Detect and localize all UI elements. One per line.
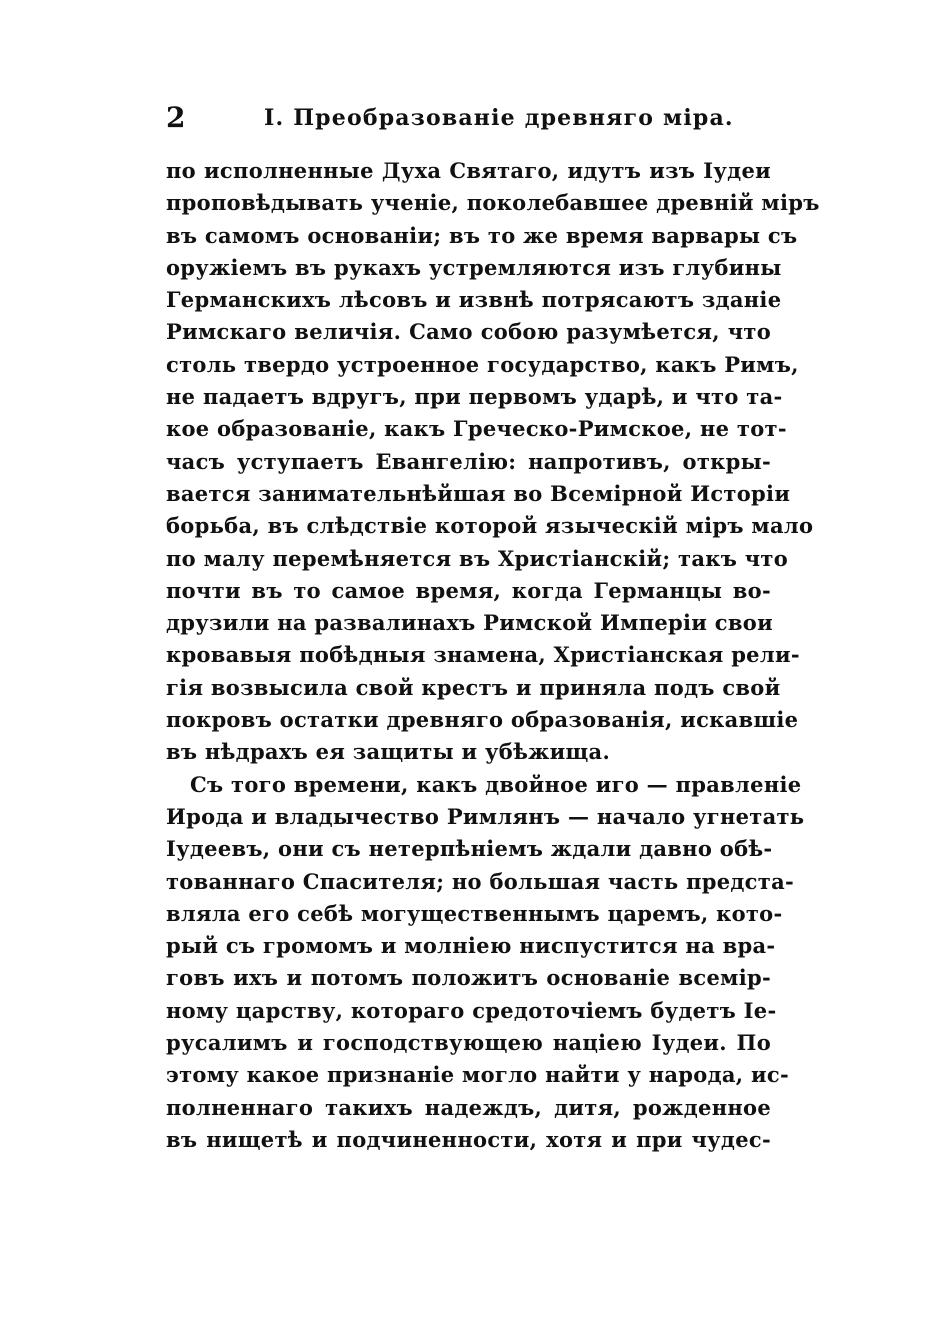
- text-line: полненнаго такихъ надеждъ, дитя, рожденное: [166, 1094, 771, 1120]
- text-line: говъ ихъ и потомъ положитъ основаніе всемір-: [166, 965, 771, 991]
- text-line: борьба, въ слѣдствіе которой языческій міръ мало: [166, 513, 814, 539]
- text-line: друзили на развалинахъ Римской Имперіи свои: [166, 610, 773, 636]
- paragraph-2: [166, 769, 805, 1157]
- text-line: Римскаго величія. Само собою разумѣется, что: [166, 319, 771, 345]
- text-line: вляла его себѣ могущественнымъ царемъ, кото-: [166, 900, 783, 926]
- text-line: почти въ то самое время, когда Германцы во-: [166, 577, 771, 603]
- text-line: Іудеевъ, они съ нетерпѣніемъ ждали давно обѣ-: [166, 836, 773, 862]
- text-line: вается занимательнѣйшая во Всемірной Исторіи: [166, 480, 791, 506]
- running-title: I. Преобразованіе древняго міра.: [264, 105, 734, 131]
- text-line: проповѣдывать ученіе, поколебавшее древній міръ: [166, 190, 820, 216]
- page-header: [166, 100, 776, 136]
- text-line: Германскихъ лѣсовъ и извнѣ потрясаютъ зданіе: [166, 287, 782, 313]
- page-number: 2: [166, 101, 186, 134]
- text-line: Съ того времени, какъ двойное иго — правленіе: [190, 771, 802, 797]
- text-line: оружіемъ въ рукахъ устремляются изъ глубины: [166, 254, 782, 280]
- paragraph-1: [166, 155, 820, 769]
- body-text: [166, 155, 820, 1156]
- text-line: въ нѣдрахъ ея защиты и убѣжища.: [166, 739, 611, 765]
- text-line: по малу перемѣняется въ Христіанскій; такъ что: [166, 545, 789, 571]
- text-line: въ нищетѣ и подчиненности, хотя и при чудес-: [166, 1126, 771, 1152]
- text-line: Ирода и владычество Римлянъ — начало угнетать: [166, 803, 805, 829]
- text-line: не падаетъ вдругъ, при первомъ ударѣ, и что та-: [166, 384, 783, 410]
- text-line: ному царству, котораго средоточіемъ будетъ Іе-: [166, 997, 777, 1023]
- text-line: русалимъ и господствующею націею Іудеи. По: [166, 1030, 771, 1056]
- text-line: кровавыя побѣдныя знамена, Христіанская рели-: [166, 642, 800, 668]
- text-line: этому какое признаніе могло найти у народа, ис-: [166, 1062, 789, 1088]
- text-line: по исполненные Духа Святаго, идутъ изъ Іудеи: [166, 158, 771, 183]
- text-line: столь твердо устроенное государство, какъ Римъ,: [166, 351, 799, 377]
- text-line: тованнаго Спасителя; но большая часть предста-: [166, 868, 794, 894]
- text-line: кое образованіе, какъ Греческо-Римское, не тот-: [166, 416, 787, 442]
- text-line: покровъ остатки древняго образованія, искавшіе: [166, 707, 799, 733]
- text-line: часъ уступаетъ Евангелію: напротивъ, откры-: [166, 448, 771, 474]
- text-line: въ самомъ основаніи; въ то же время варвары съ: [166, 222, 798, 248]
- text-line: гія возвысила свой крестъ и приняла подъ свой: [166, 674, 781, 700]
- text-line: рый съ громомъ и молніею ниспустится на вра-: [166, 933, 776, 959]
